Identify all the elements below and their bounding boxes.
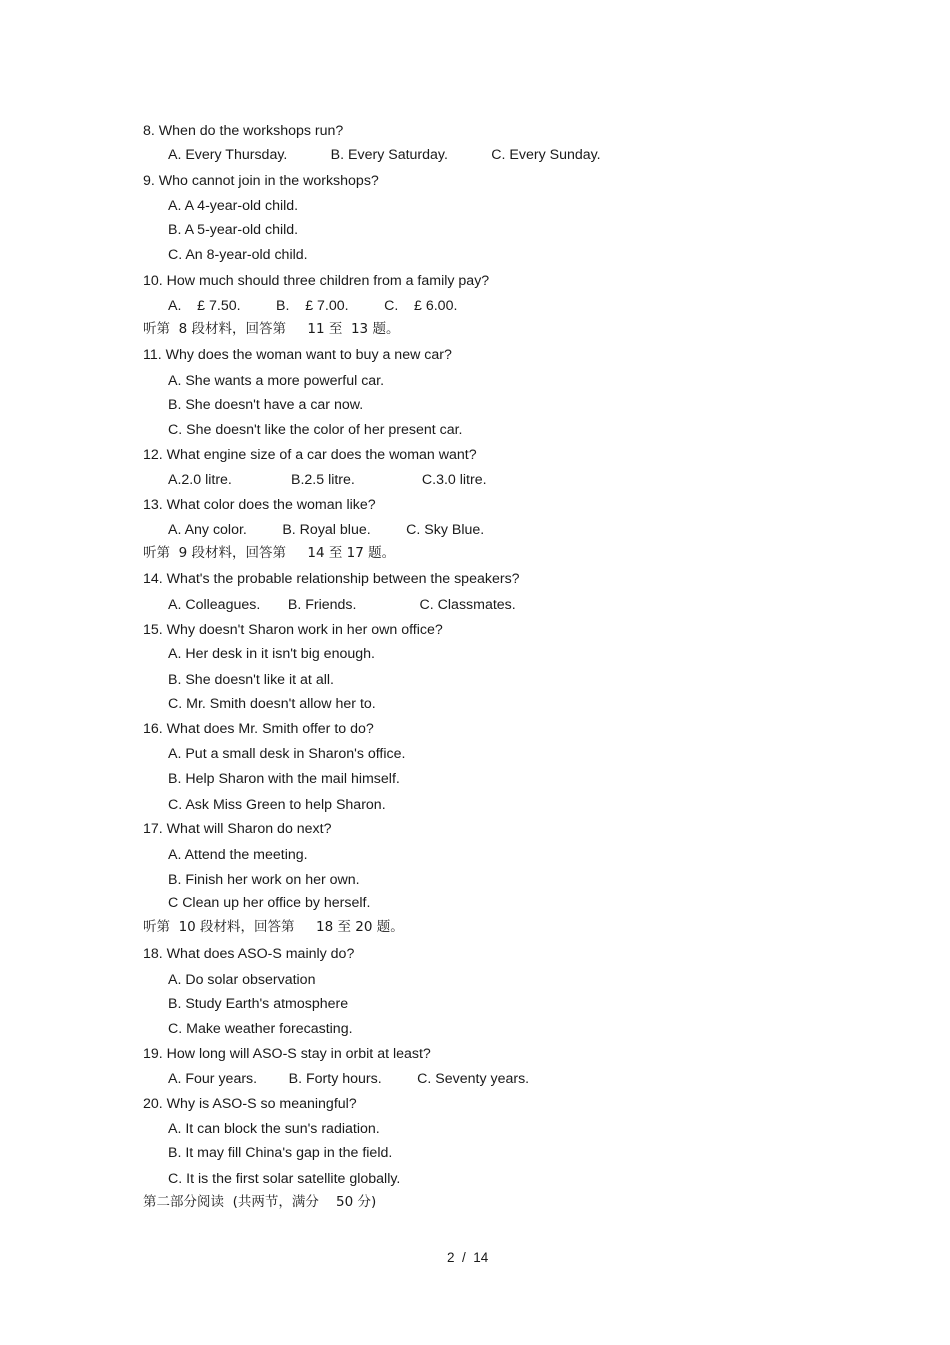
question-15-option-c: C. Mr. Smith doesn't allow her to. [168, 696, 376, 712]
question-14: 14. What's the probable relationship between the speakers? [143, 571, 520, 587]
question-19-options: A. Four years. B. Forty hours. C. Seventy years. [168, 1071, 530, 1087]
question-20-option-a: A. It can block the sun's radiation. [168, 1121, 380, 1137]
question-11-option-b: B. She doesn't have a car now. [168, 397, 364, 413]
question-17: 17. What will Sharon do next? [143, 821, 332, 837]
question-12: 12. What engine size of a car does the woman want? [143, 447, 477, 463]
question-16-option-b: B. Help Sharon with the mail himself. [168, 771, 400, 787]
page-number: 2 / 14 [447, 1250, 489, 1265]
question-17-option-c: C Clean up her office by herself. [168, 895, 371, 911]
question-18-option-c: C. Make weather forecasting. [168, 1021, 353, 1037]
question-9-option-b: B. A 5-year-old child. [168, 222, 299, 238]
question-9: 9. Who cannot join in the workshops? [143, 173, 379, 189]
question-16-option-a: A. Put a small desk in Sharon's office. [168, 746, 406, 762]
question-8: 8. When do the workshops run? [143, 123, 344, 139]
question-11-option-a: A. She wants a more powerful car. [168, 373, 385, 389]
question-10-options: A. £ 7.50. B. £ 7.00. C. £ 6.00. [168, 298, 458, 314]
section-instruction-8: 听第 8 段材料，回答第 11 至 13 题。 [143, 321, 400, 337]
section-instruction-9: 听第 9 段材料，回答第 14 至 17 题。 [143, 545, 396, 561]
question-15: 15. Why doesn't Sharon work in her own office? [143, 622, 443, 638]
question-10: 10. How much should three children from a family pay? [143, 273, 490, 289]
question-14-options: A. Colleagues. B. Friends. C. Classmates. [168, 597, 516, 613]
section-instruction-10: 听第 10 段材料，回答第 18 至 20 题。 [143, 919, 404, 935]
question-17-option-b: B. Finish her work on her own. [168, 872, 360, 888]
question-18: 18. What does ASO-S mainly do? [143, 946, 355, 962]
question-16: 16. What does Mr. Smith offer to do? [143, 721, 374, 737]
question-17-option-a: A. Attend the meeting. [168, 847, 308, 863]
question-18-option-b: B. Study Earth's atmosphere [168, 996, 349, 1012]
question-20-option-c: C. It is the first solar satellite globally. [168, 1171, 401, 1187]
question-20-option-b: B. It may fill China's gap in the field. [168, 1145, 393, 1161]
part-two-heading: 第二部分阅读 (共两节，满分 50 分) [143, 1194, 377, 1210]
question-20: 20. Why is ASO-S so meaningful? [143, 1096, 357, 1112]
question-11: 11. Why does the woman want to buy a new car? [143, 347, 452, 363]
question-9-option-c: C. An 8-year-old child. [168, 247, 308, 263]
question-15-option-b: B. She doesn't like it at all. [168, 672, 334, 688]
question-19: 19. How long will ASO-S stay in orbit at least? [143, 1046, 431, 1062]
question-16-option-c: C. Ask Miss Green to help Sharon. [168, 797, 386, 813]
question-15-option-a: A. Her desk in it isn't big enough. [168, 646, 375, 662]
question-18-option-a: A. Do solar observation [168, 972, 316, 988]
question-13: 13. What color does the woman like? [143, 497, 376, 513]
question-11-option-c: C. She doesn't like the color of her present car. [168, 422, 463, 438]
question-13-options: A. Any color. B. Royal blue. C. Sky Blue. [168, 522, 485, 538]
question-8-options: A. Every Thursday. B. Every Saturday. C. Every Sunday. [168, 147, 601, 163]
question-9-option-a: A. A 4-year-old child. [168, 198, 299, 214]
question-12-options: A.2.0 litre. B.2.5 litre. C.3.0 litre. [168, 472, 487, 488]
